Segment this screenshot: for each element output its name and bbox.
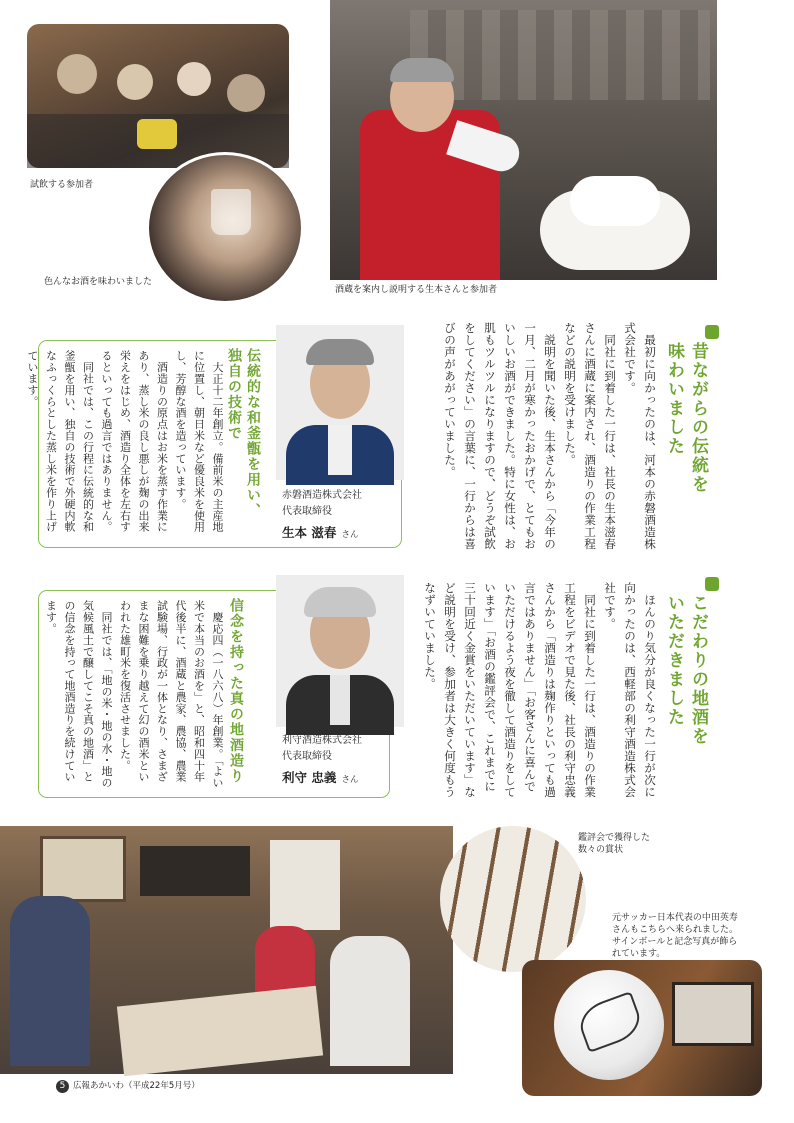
profile2-suffix: さん: [341, 775, 359, 785]
leaf-icon: [705, 325, 719, 339]
caption-brewery-tour: 酒蔵を案内し説明する生本さんと参加者: [335, 285, 498, 295]
profile1-heading: 伝統的な和釜甑を用い、 独自の技術で: [226, 348, 261, 519]
caption-certificates: 鑑評会で獲得した 数々の賞状: [578, 833, 651, 855]
profile2-body: 慶応四（一八六八）年創業。「よい米で本当のお酒を」と、昭和四十年代後半に、酒蔵と農家、農協、農業試験場、行政が一体となり、さまざまな困難を乗り越えて幻の酒米といわれた雄町米を復活させました。 同社では、「地の米・地の水・地の気候風土で醸してこそ真の地酒」との信念を持って地酒造りを続けています。: [44, 600, 224, 789]
footer-publication: 広報あかいわ（平成22年5月号）: [73, 1081, 200, 1091]
section1-mark: [705, 324, 719, 343]
profile1-role: 代表取締役: [282, 506, 332, 517]
caption-soccer-ball: 元サッカー日本代表の中田英寿 さんもこちらへ来られました。 サインボールと記念写真が飾ら れています。: [612, 913, 739, 959]
page-number: 5: [56, 1080, 69, 1093]
photo-tasting-hall: [0, 826, 453, 1074]
profile2-nameplate: [282, 733, 398, 786]
section2-body: ほんのり気分が良くなった一行が次に向かったのは、西軽部の利守酒造株式会社です。 同社に到着した一行は、酒造りの作業工程をビデオで見た後、社長の利守忠義さんから「酒造りは麹作りといっても過言ではありません」「お客さんに喜んでいただけるよう夜を徹して酒造りをしています」「お酒の鑑評会で、これまでに三十回近く金賞をいただいています」など説明を受け、参加者は大きく何度もうなずいていました。: [423, 582, 657, 798]
leaf-icon: [705, 577, 719, 591]
section2-mark: [705, 576, 719, 595]
photo-brewery-tour: [330, 0, 717, 280]
profile1-name: 生本 滋春: [282, 525, 337, 540]
profile1-portrait: [276, 325, 404, 480]
caption-tasting-participants: 試飲する参加者: [30, 180, 94, 190]
section1-body: 最初に向かったのは、河本の赤磐酒造株式会社です。 同社に到着した一行は、社長の生本滋春さんに酒蔵に案内され、酒造りの作業工程などの説明を受けました。 説明を聞いた後、生本さんから「今年の一月、二月が寒かったおかげで、とてもおいしいお酒ができました。特に女性は、お肌もツルツルになりますので、どうぞ試飲をしてください」の言葉に、一行からは喜びの声があがっていました。: [443, 322, 657, 550]
profile2-org: 利守酒造株式会社: [282, 735, 362, 746]
profile2-name: 利守 忠義: [282, 770, 337, 785]
profile1-suffix: さん: [341, 530, 359, 540]
section1-headline: 昔ながらの伝統を 味わいました: [664, 342, 708, 494]
profile2-role: 代表取締役: [282, 751, 332, 762]
photo-tasting-participants: [27, 24, 289, 168]
caption-sake-glass: 色んなお酒を味わいました: [44, 277, 153, 287]
section2-headline: こだわりの地酒を いただきました: [664, 594, 708, 746]
profile2-portrait: [276, 575, 404, 727]
profile1-body: 大正十二年創立。備前米の主産地に位置し、朝日米など優良米を使用し、芳醇な酒を造っています。 酒造りの原点はお米を蒸す作業にあり、蒸し米の良し悪しが麹の出来栄えをはじめ、酒造り全体を左右するといっても過言ではありません。 同社では、この行程に伝統的な和釜甑を用い、独自の技術で外硬内軟なふっくらとした蒸し米を作り上げています。: [26, 350, 224, 533]
photo-certificates: [440, 826, 586, 972]
photo-signed-soccer-ball: [522, 960, 762, 1096]
profile1-nameplate: [282, 488, 398, 541]
profile1-org: 赤磐酒造株式会社: [282, 490, 362, 501]
photo-sake-glass: [146, 152, 304, 304]
profile2-heading: 信念を持った真の地酒造り: [228, 598, 244, 784]
